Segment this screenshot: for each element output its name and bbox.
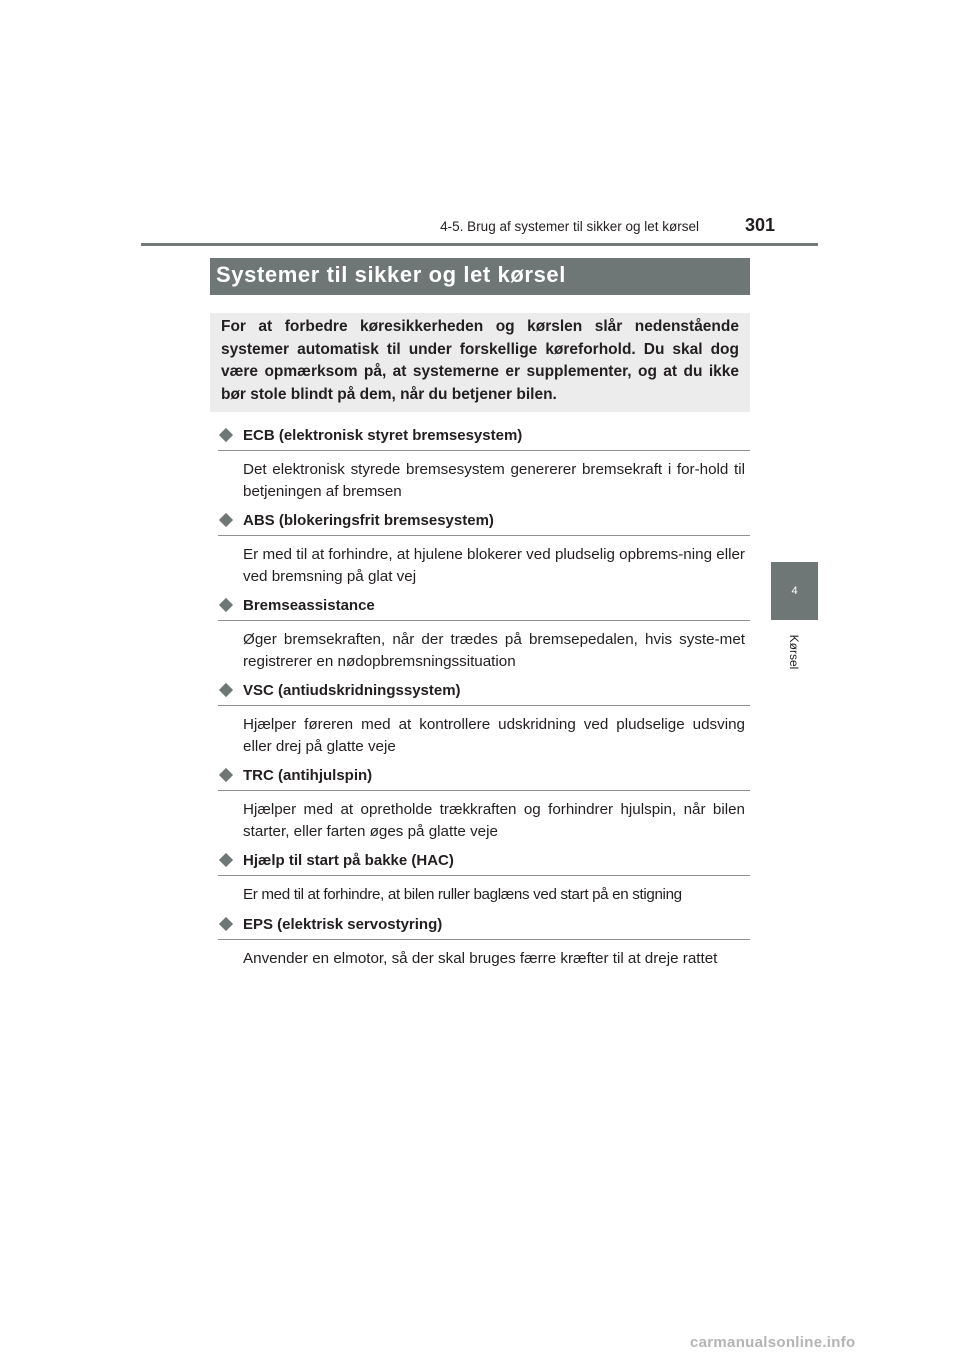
section-body-trc: Hjælper med at opretholde trækkraften og forhindrer hjulspin, når bilen starter, eller farten øges på glatte veje [243,801,745,840]
intro-box [210,313,750,412]
diamond-bullet-icon [219,428,233,442]
header-rule [141,243,818,246]
section-body-ecb: Det elektronisk styrede bremsesystem genererer bremsekraft i for-hold til betjeningen af bremsen [243,461,745,500]
page-number: 301 [744,215,775,235]
diamond-bullet-icon [219,917,233,931]
section-body-eps: Anvender en elmotor, så der skal bruges færre kræfter til at dreje rattet [243,950,718,967]
section-title-label: Bremseassistance [243,597,375,614]
section-title-label: ECB (elektronisk styret bremsesystem) [243,427,523,444]
section-title-brake-assist [218,596,750,621]
diamond-bullet-icon [219,513,233,527]
title-bar [210,258,750,295]
section-title-hac [218,851,750,876]
diamond-bullet-icon [219,683,233,697]
section-body-hac: Er med til at forhindre, at bilen ruller baglæns ved start på en stigning [243,886,682,903]
section-title-trc [218,766,750,791]
chapter-side-label: Kørsel [787,634,801,670]
section-title-label: TRC (antihjulspin) [243,767,373,784]
section-title-vsc [218,681,750,706]
diamond-bullet-icon [219,768,233,782]
diamond-bullet-icon [219,853,233,867]
section-title-eps [218,915,750,940]
section-body-brake-assist: Øger bremsekraften, når der trædes på bremsepedalen, hvis syste-met registrerer en nødopbremsningssituation [243,631,745,670]
section-body-abs: Er med til at forhindre, at hjulene blokerer ved pludselig opbrems-ning eller ved bremsning på glat vej [243,546,745,585]
chapter-tab [771,562,818,620]
intro-text: For at forbedre køresikkerheden og kørslen slår nedenstående systemer automatisk til under forskellige køreforhold. Du skal dog være opmærksom på, at systemerne er supplementer, og at du ikke bør stole blindt på dem, når du betjener bilen. [221,318,739,403]
chapter-number: 4 [791,585,798,597]
section-title-ecb [218,426,750,451]
section-title-label: EPS (elektrisk servostyring) [243,916,443,933]
page-header-path: 4-5. Brug af systemer til sikker og let kørsel [440,219,699,234]
section-title-label: VSC (antiudskridningssystem) [243,682,461,699]
section-title-label: ABS (blokeringsfrit bremsesystem) [243,512,494,529]
section-title-label: Hjælp til start på bakke (HAC) [243,852,454,869]
watermark: carmanualsonline.info [690,1334,856,1351]
section-title-abs [218,511,750,536]
diamond-bullet-icon [219,598,233,612]
page-title: Systemer til sikker og let kørsel [216,262,566,287]
section-body-vsc: Hjælper føreren med at kontrollere udskridning ved pludselige udsving eller drej på glatte veje [243,716,745,755]
